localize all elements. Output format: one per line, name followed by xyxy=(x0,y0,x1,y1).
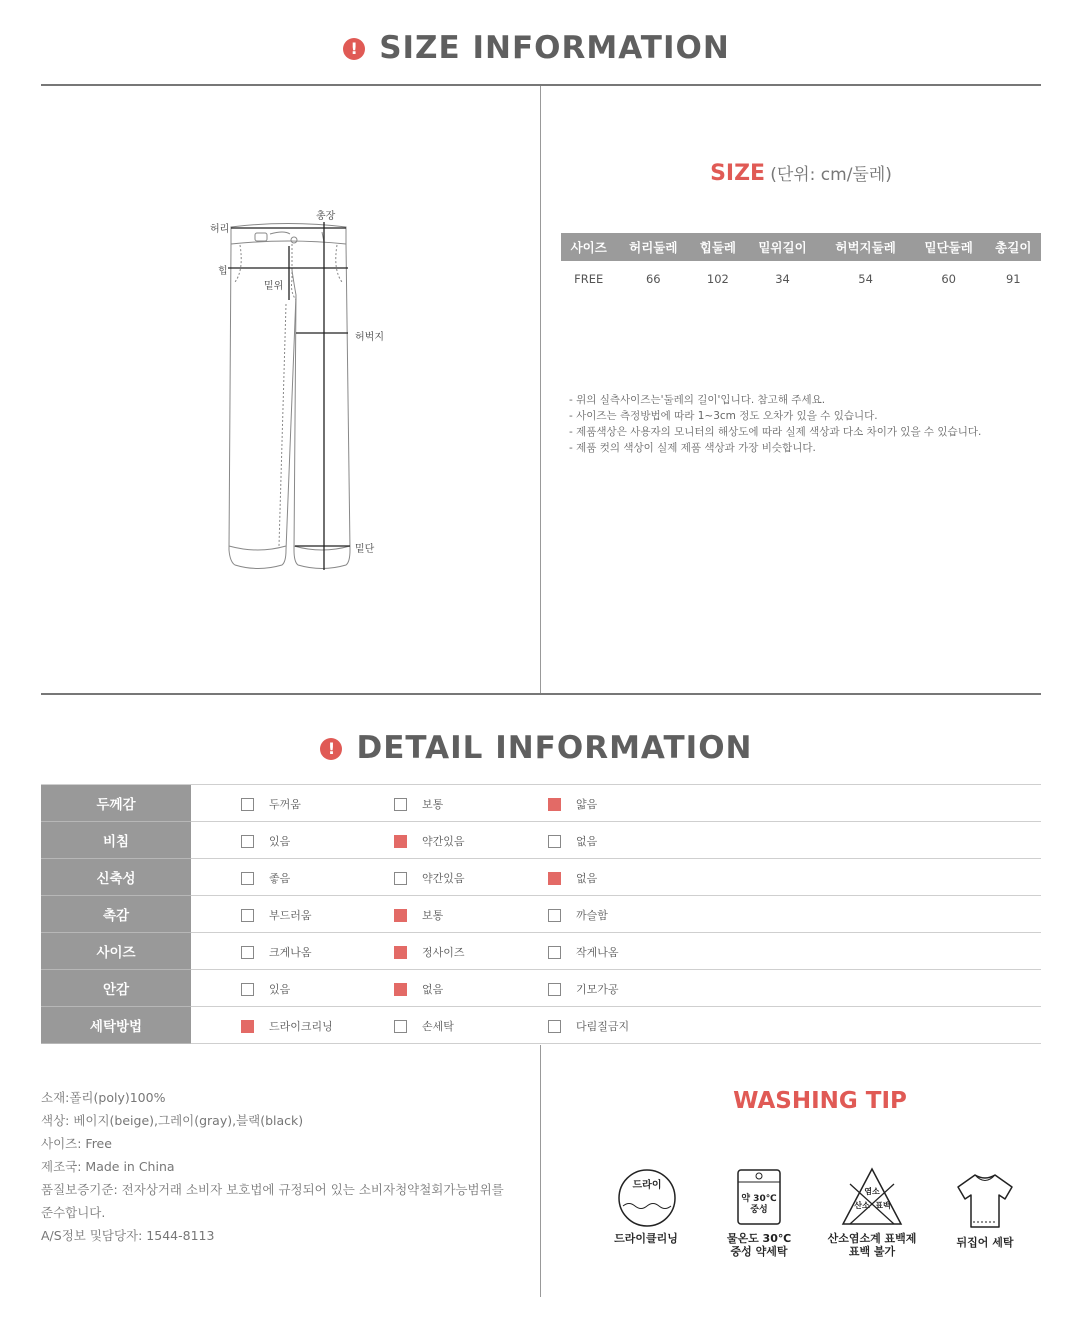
size-heading-text: SIZE xyxy=(710,161,766,186)
option[interactable] xyxy=(241,907,312,923)
caption-line: 표백 불가 xyxy=(848,1245,896,1258)
detail-row-label: 촉감 xyxy=(41,896,191,933)
option[interactable] xyxy=(394,870,465,886)
detail-row xyxy=(41,933,1041,970)
checkbox[interactable] xyxy=(548,983,561,996)
size-title-text: SIZE INFORMATION xyxy=(379,30,730,66)
option[interactable] xyxy=(548,907,608,923)
detail-row-options xyxy=(191,859,1041,896)
checkbox[interactable] xyxy=(548,835,561,848)
detail-row xyxy=(41,896,1041,933)
size-table xyxy=(561,233,1041,297)
detail-title-text: DETAIL INFORMATION xyxy=(356,730,753,766)
checkbox-checked[interactable] xyxy=(394,835,407,848)
divider xyxy=(41,693,1041,695)
option[interactable] xyxy=(241,796,301,812)
caption-dry-clean xyxy=(596,1232,696,1245)
label-rise: 밑위 xyxy=(264,281,284,292)
checkbox[interactable] xyxy=(548,946,561,959)
column-divider xyxy=(540,1045,541,1297)
washing-tip-title: WASHING TIP xyxy=(733,1088,907,1114)
dry-clean-inner: 드라이 xyxy=(632,1180,662,1191)
info-origin: 제조국: Made in China xyxy=(41,1159,175,1174)
no-bleach-icon xyxy=(840,1166,904,1228)
detail-row xyxy=(41,859,1041,896)
option[interactable] xyxy=(394,1018,454,1034)
option[interactable] xyxy=(548,870,597,886)
detail-row-options xyxy=(191,933,1041,970)
label-waist: 허리 xyxy=(210,224,230,235)
label-hem: 밑단 xyxy=(355,544,375,555)
caption-line: 뒤집어 세탁 xyxy=(956,1236,1014,1249)
col-header: 허벅지둘레 xyxy=(819,233,911,261)
col-header: 밑위길이 xyxy=(746,233,820,261)
info-color: 색상: 베이지(beige),그레이(gray),블랙(black) xyxy=(41,1113,304,1128)
label-hip: 힙 xyxy=(218,266,228,277)
option[interactable] xyxy=(548,1018,629,1034)
checkbox[interactable] xyxy=(241,835,254,848)
info-material: 소재:폴리(poly)100% xyxy=(41,1090,166,1105)
option[interactable] xyxy=(548,796,597,812)
checkbox[interactable] xyxy=(548,1020,561,1033)
option[interactable] xyxy=(548,981,619,997)
bleach-inner: 표백 xyxy=(875,1201,891,1210)
size-heading xyxy=(561,160,1041,186)
option-label: 있음 xyxy=(269,835,291,848)
option-label: 두꺼움 xyxy=(269,798,301,811)
detail-row-label: 세탁방법 xyxy=(41,1007,191,1044)
option[interactable] xyxy=(241,1018,333,1034)
detail-row-label: 두께감 xyxy=(41,785,191,822)
option-label: 크게나옴 xyxy=(269,946,312,959)
checkbox-checked[interactable] xyxy=(548,798,561,811)
option-label: 정사이즈 xyxy=(422,946,465,959)
info-warranty-cont: 준수합니다. xyxy=(41,1205,106,1220)
checkbox[interactable] xyxy=(394,798,407,811)
table-cell: 66 xyxy=(645,272,661,286)
table-row xyxy=(561,261,1041,297)
note-line: - 위의 실측사이즈는'둘레의 길이'입니다. 참고해 주세요. xyxy=(569,394,826,406)
option-label: 약간있음 xyxy=(422,835,465,848)
col-header: 힙둘레 xyxy=(690,233,745,261)
inside-out-icon xyxy=(955,1172,1015,1230)
option[interactable] xyxy=(241,833,290,849)
temp-inner: 약 30℃ xyxy=(741,1194,777,1204)
caption-line: 산소염소계 표백제 xyxy=(827,1232,917,1245)
option-label: 얇음 xyxy=(576,798,598,811)
exclamation-icon: ! xyxy=(343,38,365,60)
caption-line: 중성 약세탁 xyxy=(730,1245,788,1258)
checkbox[interactable] xyxy=(241,946,254,959)
detail-row xyxy=(41,970,1041,1007)
divider xyxy=(41,84,1041,86)
detail-row-options xyxy=(191,785,1041,822)
detail-table xyxy=(41,784,1041,1044)
detail-section-title xyxy=(0,730,1073,766)
note-line: - 제품색상은 사용자의 모니터의 해상도에 따라 실제 색상과 다소 차이가 있을 수 있습니다. xyxy=(569,426,982,438)
option-label: 없음 xyxy=(576,835,598,848)
col-header: 허리둘레 xyxy=(616,233,690,261)
option[interactable] xyxy=(394,796,443,812)
table-cell: 60 xyxy=(941,272,956,286)
info-as: A/S정보 및담당자: 1544-8113 xyxy=(41,1228,215,1243)
caption-inside-out xyxy=(935,1236,1035,1249)
detail-row xyxy=(41,822,1041,859)
detail-row xyxy=(41,785,1041,822)
option[interactable] xyxy=(394,907,443,923)
column-divider xyxy=(540,86,541,694)
caption-line: 드라이클리닝 xyxy=(614,1232,678,1245)
checkbox[interactable] xyxy=(241,983,254,996)
checkbox[interactable] xyxy=(394,872,407,885)
caption-line: 물온도 30℃ xyxy=(726,1232,792,1245)
option[interactable] xyxy=(241,870,290,886)
checkbox-checked[interactable] xyxy=(394,909,407,922)
checkbox[interactable] xyxy=(241,909,254,922)
col-header: 사이즈 xyxy=(561,233,616,261)
label-thigh: 허벅지 xyxy=(355,332,384,343)
option-label: 까슬함 xyxy=(576,909,608,922)
label-total-length: 총장 xyxy=(316,211,336,222)
option-label: 약간있음 xyxy=(422,872,465,885)
info-size: 사이즈: Free xyxy=(41,1136,112,1151)
size-unit: (단위: cm/둘레) xyxy=(770,165,892,185)
option-label: 기모가공 xyxy=(576,983,619,996)
option-label: 없음 xyxy=(422,983,444,996)
option-label: 손세탁 xyxy=(422,1020,454,1033)
water-temp-icon xyxy=(736,1168,782,1226)
detail-row-label: 신축성 xyxy=(41,859,191,896)
detail-row-options xyxy=(191,896,1041,933)
oxygen-inner: 산소 xyxy=(854,1201,870,1210)
option-label: 작게나옴 xyxy=(576,946,619,959)
option[interactable] xyxy=(241,944,312,960)
option[interactable] xyxy=(394,981,443,997)
note-line: - 사이즈는 측정방법에 따라 1~3cm 정도 오차가 있을 수 있습니다. xyxy=(569,410,878,422)
option[interactable] xyxy=(394,833,465,849)
col-header: 총길이 xyxy=(986,233,1041,261)
size-table-header xyxy=(561,233,1041,261)
table-cell: FREE xyxy=(574,272,604,286)
size-notes xyxy=(569,392,1039,456)
option-label: 부드러움 xyxy=(269,909,312,922)
detail-row-label: 비침 xyxy=(41,822,191,859)
caption-no-bleach xyxy=(816,1232,928,1258)
checkbox-checked[interactable] xyxy=(241,1020,254,1033)
chlorine-inner: 염소 xyxy=(864,1187,880,1196)
option[interactable] xyxy=(241,981,290,997)
detail-row-options xyxy=(191,822,1041,859)
option-label: 보통 xyxy=(422,909,444,922)
option[interactable] xyxy=(394,944,465,960)
detail-row-options xyxy=(191,1007,1041,1044)
option-label: 드라이크리닝 xyxy=(269,1020,333,1033)
option-label: 다림질금지 xyxy=(576,1020,630,1033)
detail-row-label: 사이즈 xyxy=(41,933,191,970)
table-cell: 34 xyxy=(775,272,790,286)
detail-row-label: 안감 xyxy=(41,970,191,1007)
checkbox[interactable] xyxy=(548,909,561,922)
table-cell: 54 xyxy=(858,272,873,286)
caption-water-temp xyxy=(709,1232,809,1258)
detail-row xyxy=(41,1007,1041,1044)
exclamation-icon: ! xyxy=(320,738,342,760)
option-label: 보통 xyxy=(422,798,444,811)
option-label: 좋음 xyxy=(269,872,291,885)
checkbox-checked[interactable] xyxy=(394,946,407,959)
product-info xyxy=(41,1086,536,1247)
pants-diagram xyxy=(200,200,400,580)
checkbox[interactable] xyxy=(394,1020,407,1033)
detail-row-options xyxy=(191,970,1041,1007)
option-label: 없음 xyxy=(576,872,598,885)
checkbox-checked[interactable] xyxy=(548,872,561,885)
option[interactable] xyxy=(548,833,597,849)
option[interactable] xyxy=(548,944,619,960)
neutral-inner: 중성 xyxy=(750,1205,768,1215)
option-label: 있음 xyxy=(269,983,291,996)
size-section-title xyxy=(0,30,1073,66)
table-cell: 102 xyxy=(706,272,729,286)
table-cell: 91 xyxy=(1005,272,1021,286)
checkbox-checked[interactable] xyxy=(394,983,407,996)
note-line: - 제품 컷의 색상이 실제 제품 색상과 가장 비슷합니다. xyxy=(569,442,816,454)
checkbox[interactable] xyxy=(241,798,254,811)
checkbox[interactable] xyxy=(241,872,254,885)
col-header: 밑단둘레 xyxy=(912,233,986,261)
dry-clean-icon xyxy=(617,1168,677,1228)
info-warranty: 품질보증기준: 전자상거래 소비자 보호법에 규정되어 있는 소비자청약철회가능범위를 xyxy=(41,1182,504,1197)
